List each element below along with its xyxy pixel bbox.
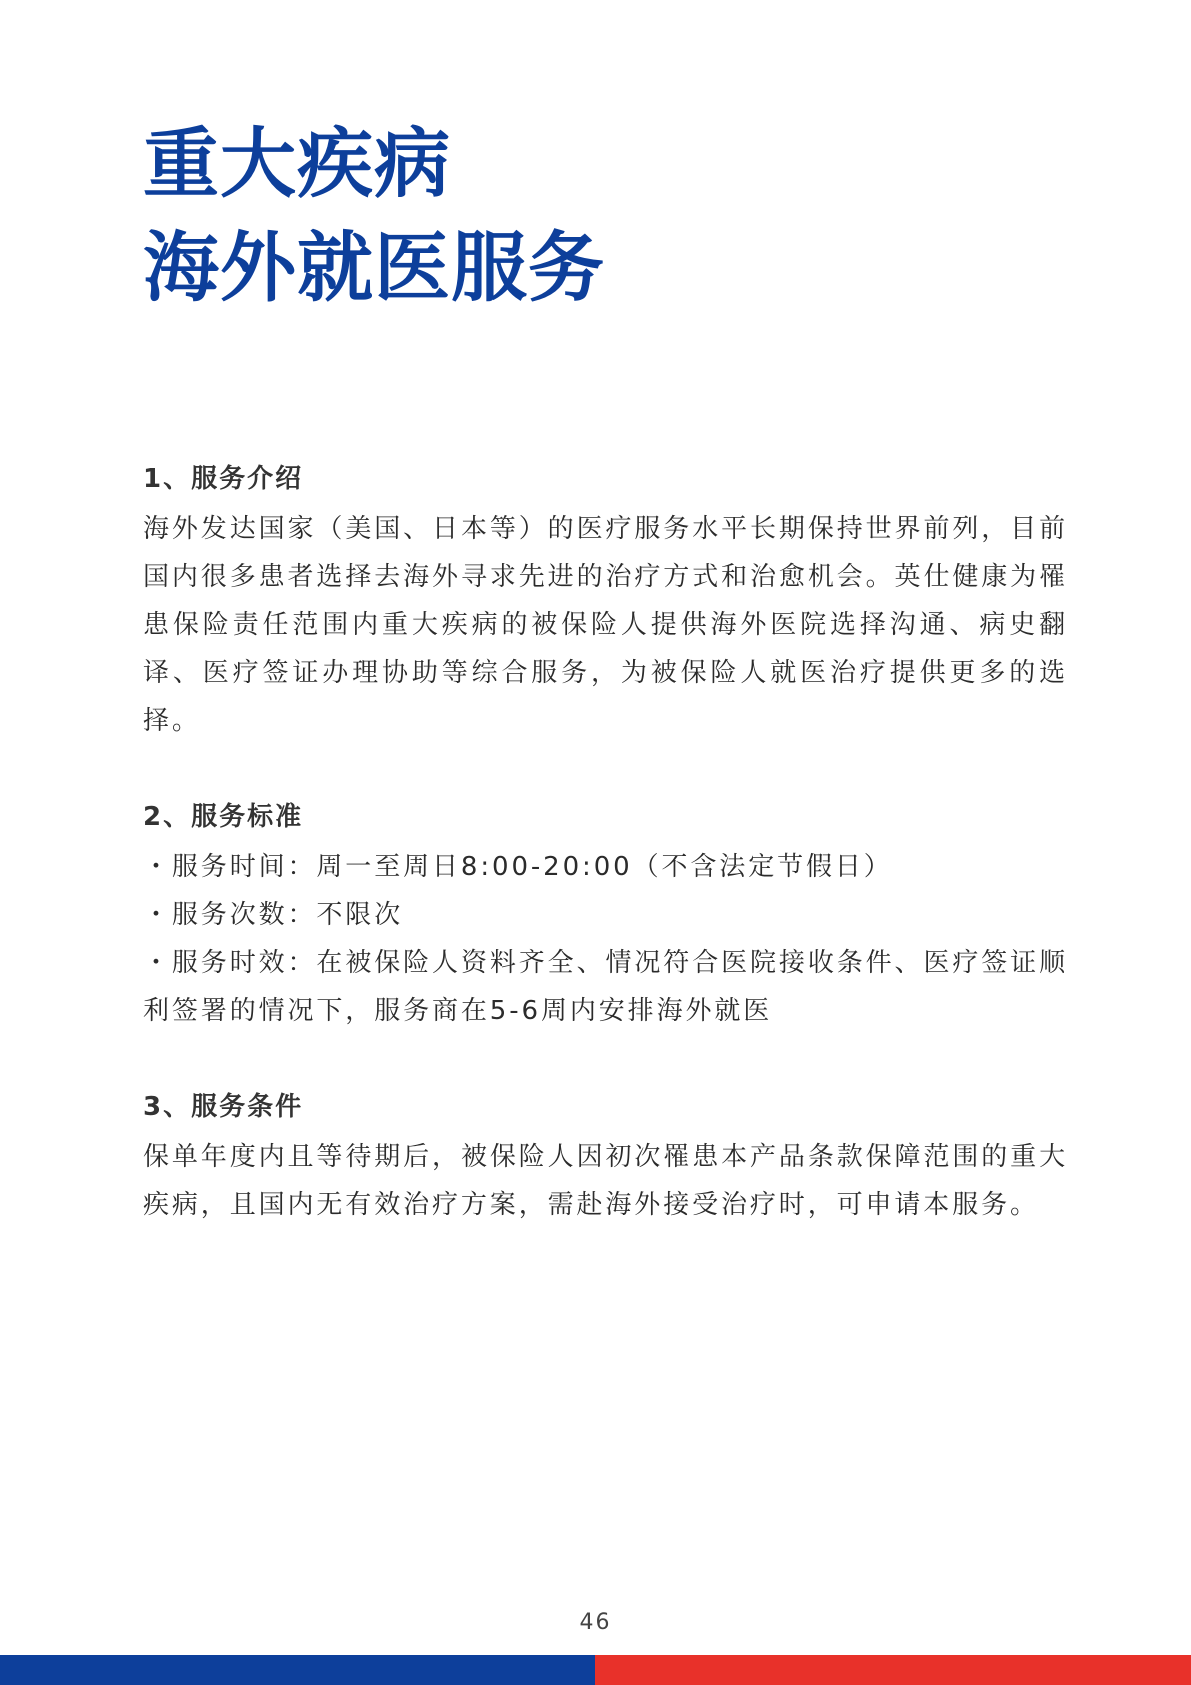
list-item-service-timeliness: ・服务时效：在被保险人资料齐全、情况符合医院接收条件、医疗签证顺利签署的情况下，服务商在5-6周内安排海外就医 (143, 948, 1068, 1026)
page-title (143, 112, 605, 320)
section-body: 海外发达国家（美国、日本等）的医疗服务水平长期保持世界前列，目前国内很多患者选择去海外寻求先进的治疗方式和治愈机会。英仕健康为罹患保险责任范围内重大疾病的被保险人提供海外医院选择沟通、病史翻译、医疗签证办理协助等综合服务，为被保险人就医治疗提供更多的选择。 (143, 514, 1068, 736)
list-item-service-count: ・服务次数：不限次 (143, 900, 404, 930)
section-heading: 3、服务条件 (143, 1092, 304, 1122)
section-body: 保单年度内且等待期后，被保险人因初次罹患本产品条款保障范围的重大疾病，且国内无有效治疗方案，需赴海外接受治疗时，可申请本服务。 (143, 1142, 1068, 1220)
section-service-standard (143, 793, 1068, 1035)
content (143, 455, 1068, 1277)
section-service-conditions (143, 1083, 1068, 1229)
footer-bar-blue (0, 1655, 595, 1685)
section-service-intro (143, 455, 1068, 745)
list-item-service-time: ・服务时间：周一至周日8:00-20:00（不含法定节假日） (143, 852, 893, 882)
footer-bar-red (595, 1655, 1191, 1685)
page-number: 46 (579, 1610, 612, 1635)
section-heading: 1、服务介绍 (143, 464, 304, 494)
section-heading: 2、服务标准 (143, 802, 304, 832)
page-title-line-2: 海外就医服务 (143, 223, 605, 312)
footer-color-bar (0, 1655, 1191, 1685)
page-title-line-1: 重大疾病 (143, 119, 451, 208)
